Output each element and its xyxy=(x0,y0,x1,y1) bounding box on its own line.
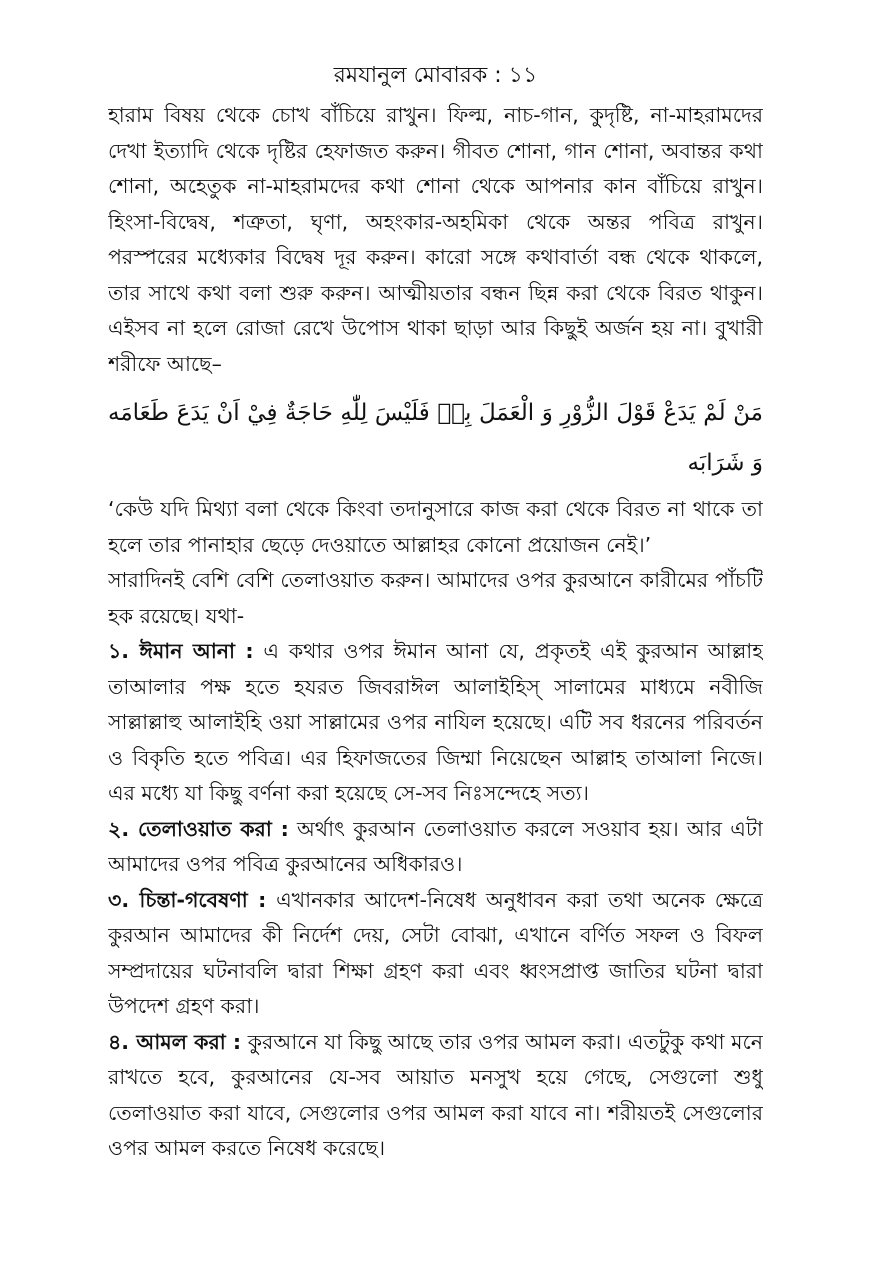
list-item-text: এ কথার ওপর ঈমান আনা যে, প্রকৃতই এই কুরআন আল্লাহ তাআলার পক্ষ হতে হযরত জিবরাঈল আলাইহিস্ সালামের মাধ্যমে নবীজি সাল্লাল্লাহু আলাইহি ওয়া সাল্লামের ওপর নাযিল হয়েছে। এটি সব ধরনের পরিবর্তন ও বিকৃতি হতে পবিত্র। এর হিফাজতের জিম্মা নিয়েছেন আল্লাহ তাআলা নিজে। এর মধ্যে যা কিছু বর্ণনা করা হয়েছে সে-সব নিঃসন্দেহে সত্য। xyxy=(108,639,763,805)
list-item-title: ৪. আমল করা : xyxy=(108,1029,242,1054)
list-item xyxy=(108,1025,763,1167)
quran-rights-intro: সারাদিনই বেশি বেশি তেলাওয়াত করুন। আমাদের ওপর কুরআনে কারীমের পাঁচটি হক রয়েছে। যথা- xyxy=(108,568,763,628)
hadith-translation: ‘কেউ যদি মিথ্যা বলা থেকে কিংবা তদানুসারে কাজ করা থেকে বিরত না থাকে তা হলে তার পানাহার ছেড়ে দেওয়াতে আল্লাহর কোনো প্রয়োজন নেই।’ xyxy=(108,497,763,557)
list-item xyxy=(108,634,763,812)
list-item-text: অর্থাৎ কুরআন তেলাওয়াত করলে সওয়াব হয়। আর এটা আমাদের ওপর পবিত্র কুরআনের অধিকারও। xyxy=(108,816,763,876)
arabic-hadith: مَنْ لَمْ يَدَعْ قَوْلَ الزُّوْرِ وَ الْعَمَلَ بِهٖ فَلَيْسَ لِلّٰهِ حَاجَةٌ فِيْ اَنْ يَدَعَ طَعَامَه وَ شَرَابَه xyxy=(108,400,763,476)
list-item-text: কুরআনে যা কিছু আছে তার ওপর আমল করা। এতটুকু কথা মনে রাখতে হবে, কুরআনের যে-সব আয়াত মনসুখ হয়ে গেছে, সেগুলো শুধু তেলাওয়াত করা যাবে, সেগুলোর ওপর আমল করা যাবে না। শরীয়তই সেগুলোর ওপর আমল করতে নিষেধ করেছে। xyxy=(108,1029,763,1160)
list-item-text: এখানকার আদেশ-নিষেধ অনুধাবন করা তথা অনেক ক্ষেত্রে কুরআন আমাদের কী নির্দেশ দেয়, সেটা বোঝা, এখানে বর্ণিত সফল ও বিফল সম্প্রদায়ের ঘটনাবলি দ্বারা শিক্ষা গ্রহণ করা এবং ধ্বংসপ্রাপ্ত জাতির ঘটনা দ্বারা উপদেশ গ্রহণ করা। xyxy=(108,887,763,1018)
list-item-title: ৩. চিন্তা-গবেষণা : xyxy=(108,887,267,912)
list-item-title: ২. তেলাওয়াত করা : xyxy=(108,816,289,841)
book-page xyxy=(108,58,763,1238)
list-item xyxy=(108,812,763,883)
page-header: রমযানুল মোবারক : ১১ xyxy=(333,63,538,88)
intro-paragraph: হারাম বিষয় থেকে চোখ বাঁচিয়ে রাখুন। ফিল্ম, নাচ-গান, কুদৃষ্টি, না-মাহরামদের দেখা ইত্যাদি থেকে দৃষ্টির হেফাজত করুন। গীবত শোনা, গান শোনা, অবান্তর কথা শোনা, অহেতুক না-মাহরামদের কথা শোনা থেকে আপনার কান বাঁচিয়ে রাখুন। হিংসা-বিদ্বেষ, শত্রুতা, ঘৃণা, অহংকার-অহমিকা থেকে অন্তর পবিত্র রাখুন। পরস্পরের মধ্যেকার বিদ্বেষ দূর করুন। কারো সঙ্গে কথাবার্তা বন্ধ থেকে থাকলে, তার সাথে কথা বলা শুরু করুন। আত্মীয়তার বন্ধন ছিন্ন করা থেকে বিরত থাকুন। এইসব না হলে রোজা রেখে উপোস থাকা ছাড়া আর কিছুই অর্জন হয় না। বুখারী শরীফে আছে– xyxy=(108,103,763,376)
list-item-title: ১. ঈমান আনা : xyxy=(108,639,254,663)
list-item xyxy=(108,883,763,1025)
